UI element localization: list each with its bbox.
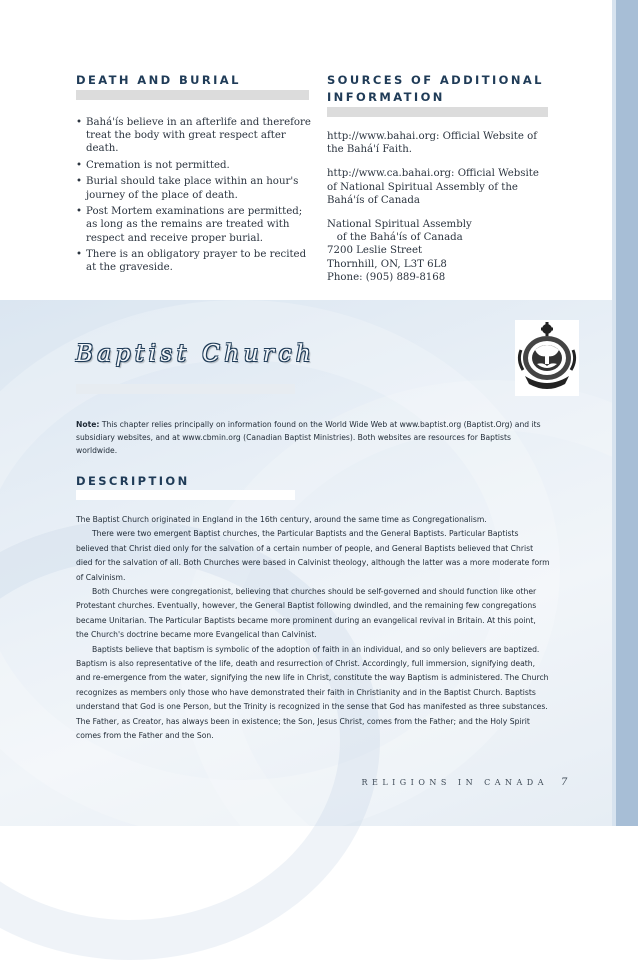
chapter-title: Baptist Church [76, 341, 316, 367]
sources-list [327, 130, 547, 284]
section-rule [76, 490, 295, 500]
mailing-address: National Spiritual Assembly of the Bahá'ís of Canada 7200 Leslie Street Thornhill, ON, L3T 6L8 Phone: (905) 889-8168 [327, 219, 472, 283]
death-burial-heading: DEATH AND BURIAL [76, 73, 241, 87]
section-rule [76, 90, 309, 100]
paragraph: Baptists believe that baptism is symbolic of the adoption of faith in an individual, and so only believers are baptized. Baptism is also representative of the life, death and resurrection of Christ. Accordingly, full immersion, signifying death, and re-emergence from the water, signifying the new life in Christ, constitute the way Baptism is administered. The Church recognizes as members only those who have demonstrated their faith in Christianity and in the Baptist Church. Baptists understand that God is one Person, but the Trinity is recognized in the sense that God has manifested as three substances. The Father, as Creator, has always been in existence; the Son, Jesus Christ, comes from the Father; and the Holy Spirit comes from the Father and the Son. [76, 644, 549, 741]
note-label: Note: [76, 420, 100, 429]
list-item: • Burial should take place within an hour's journey of the place of death. [76, 176, 299, 201]
list-item: • Post Mortem examinations are permitted; as long as the remains are treated with respect and receive proper burial. [76, 206, 303, 244]
page-footer [0, 778, 572, 792]
chapter-note [76, 418, 550, 457]
paragraph: The Baptist Church originated in England in the 16th century, around the same time as Congregationalism. [76, 515, 487, 524]
note-text: This chapter relies principally on information found on the World Wide Web at www.baptist.org (Baptist.Org) and its subsidiary websites, and at www.cbmin.org (Canadian Baptist Ministries). Both websites are resources for Baptists worldwide. [76, 420, 541, 455]
paragraph: Both Churches were congregationist, believing that churches should be self-governed and should function like other Protestant churches. Eventually, however, the General Baptist following dwindled, and the remaining few congregations became Unitarian. The Particular Baptists became more prominent during an evangelical revival in Britain. At this point, the Church's doctrine became more Evangelical than Calvinist. [76, 587, 537, 640]
page-number: 7 [561, 777, 568, 788]
page-edge-stripe [612, 0, 638, 826]
list-item: • Bahá'ís believe in an afterlife and therefore treat the body with great respect after death. [76, 117, 311, 155]
running-title: RELIGIONS IN CANADA [361, 778, 548, 787]
paragraph: There were two emergent Baptist churches, the Particular Baptists and the General Baptists. Particular Baptists believed that Christ died only for the salvation of a certain number of people, and General Baptists believed that Christ died for the salvation of all. Both Churches were based in Calvinist theology, although the latter was a more moderate form of Calvinism. [76, 529, 550, 582]
section-rule [327, 107, 548, 117]
sources-heading: SOURCES OF ADDITIONAL INFORMATION [327, 73, 544, 104]
description-body [76, 513, 550, 744]
source-entry: http://www.ca.bahai.org: Official Website of National Spiritual Assembly of the Bahá'ís of Canada [327, 168, 539, 206]
list-item: • Cremation is not permitted. [76, 159, 230, 171]
title-rule [76, 384, 295, 394]
description-heading: DESCRIPTION [76, 474, 190, 488]
baptist-emblem-icon [515, 320, 579, 396]
source-entry: http://www.bahai.org: Official Website of the Bahá'í Faith. [327, 131, 538, 156]
list-item: • There is an obligatory prayer to be recited at the graveside. [76, 249, 307, 274]
death-burial-list [76, 116, 312, 278]
